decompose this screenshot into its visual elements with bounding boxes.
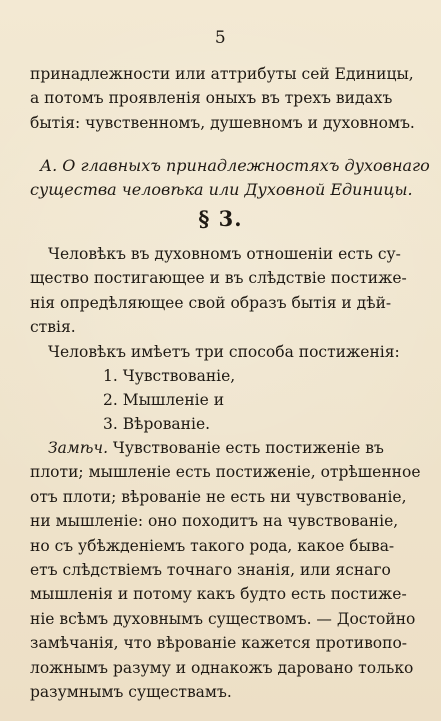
text-line: ложнымъ разуму и однакожъ даровано только bbox=[30, 658, 414, 677]
text-line: нія опредѣляющее свой образъ бытія и дѣй- bbox=[30, 293, 392, 312]
intro-paragraph bbox=[30, 62, 415, 135]
text-line: етъ слѣдствіемъ точнаго знанія, или яснаго bbox=[30, 561, 391, 580]
text-line: плоти; мышленіе есть постиженіе, отрѣшенное bbox=[30, 463, 421, 482]
paragraph-3 bbox=[30, 436, 421, 704]
heading-line: существа человѣка или Духовной Единицы. bbox=[30, 180, 413, 199]
text-line: мышленія и потому какъ будто есть постиже- bbox=[30, 585, 407, 604]
list-item: 1. Чувствованіе, bbox=[103, 367, 236, 385]
text-line: но съ убѣжденіемъ такого рода, какое быва- bbox=[30, 536, 395, 555]
page-number: 5 bbox=[214, 28, 227, 48]
text-line: ни мышленіе: оно походитъ на чувствованіе, bbox=[30, 512, 399, 531]
text-line bbox=[30, 436, 415, 460]
text-line: Человѣкъ въ духовномъ отношеніи есть су- bbox=[48, 245, 401, 263]
text-line: щество постигающее и въ слѣдствіе постиже- bbox=[30, 269, 407, 288]
text-line: а потомъ проявленія оныхъ въ трехъ видахъ bbox=[30, 89, 393, 108]
paragraph-2: Человѣкъ имѣетъ три способа постиженія: bbox=[48, 343, 400, 361]
remark-label: Замѣч. bbox=[48, 439, 108, 457]
heading-line: А. О главныхъ принадлежностяхъ духовнаго bbox=[40, 156, 430, 175]
section-mark: § 3. bbox=[198, 206, 243, 231]
text-fragment: Чувствованіе есть постиженіе въ bbox=[108, 439, 384, 457]
text-line: замѣчанія, что вѣрованіе кажется противопо- bbox=[30, 634, 408, 653]
list-item: 3. Вѣрованіе. bbox=[103, 415, 211, 433]
text-line: разумнымъ существамъ. bbox=[30, 683, 232, 702]
chapter-heading bbox=[30, 154, 430, 202]
paragraph-1 bbox=[30, 242, 415, 340]
text-line: ніе всѣмъ духовнымъ существомъ. — Достойно bbox=[30, 609, 416, 628]
text-line: бытія: чувственномъ, душевномъ и духовномъ. bbox=[30, 113, 415, 132]
text-line: отъ плоти; вѣрованіе не есть ни чувствованіе, bbox=[30, 487, 407, 506]
text-line: принадлежности или аттрибуты сей Единицы, bbox=[30, 65, 414, 83]
text-line: ствія. bbox=[30, 318, 76, 337]
list-item: 2. Мышленіе и bbox=[103, 391, 225, 409]
